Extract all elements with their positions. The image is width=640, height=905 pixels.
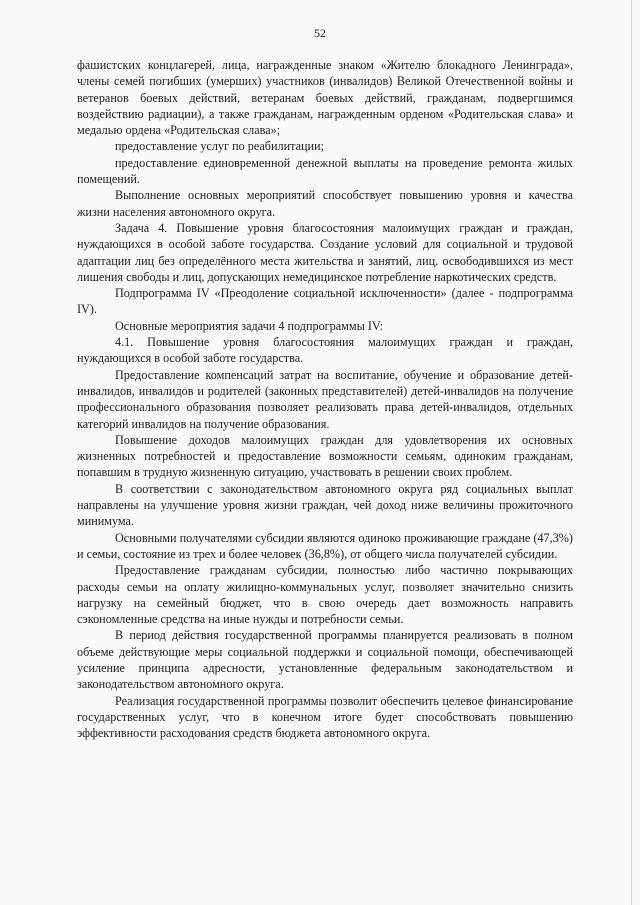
paragraph: В период действия государственной программы планируется реализовать в полном объеме действующие меры социальной поддержки и социальной помощи, обеспечивающей усиление принципа адресности, установленные федеральным законодательством и законодательством автономного округа. (77, 628, 573, 692)
paragraph: Основными получателями субсидии являются одиноко проживающие граждане (47,3%) и семьи, состояние из трех и более человек (36,8%), от общего числа получателей субсидии. (77, 530, 573, 561)
page-number: 52 (314, 26, 326, 40)
paragraph: предоставление единовременной денежной выплаты на проведение ремонта жилых помещений. (77, 155, 573, 187)
paragraph: Реализация государственной программы позволит обеспечить целевое финансирование государственных услуг, что в конечном итоге будет способствовать повышению эффективности расходования средств бюджета автономного округа. (77, 693, 573, 741)
paragraph: Предоставление гражданам субсидии, полностью либо частично покрывающих расходы семьи на оплату жилищно-коммунальных услуг, позволяет значительно снизить нагрузку на семейный бюджет, что в свою очередь дает возможность направить сэкономленные средства на иные нужды и потребности семьи. (77, 563, 573, 627)
paragraph: Предоставление компенсаций затрат на воспитание, обучение и образование детей-инвалидов, инвалидов и родителей (законных представителей) детей-инвалидов на получение профессионального образования позволяет реализовать права детей-инвалидов, отдельных категорий инвалидов на получение образования. (77, 367, 573, 431)
paragraph-continuation: фашистских концлагерей, лица, награжденные знаком «Жителю блокадного Ленинграда», члены семей погибших (умерших) участников (инвалидов) Великой Отечественной войны и ветеранов боевых действий, ветеранам боевых действий, гражданам, подвергшимся воздействию радиации), а также гражданам, награжденным орденом «Родительская слава» и медалью ордена «Родительская слава»; (77, 58, 573, 138)
paragraph: 4.1. Повышение уровня благосостояния малоимущих граждан и граждан, нуждающихся в особой заботе государства. (77, 335, 573, 366)
paragraph: Основные мероприятия задачи 4 подпрограммы IV: (115, 318, 384, 333)
scan-edge-line (631, 0, 632, 905)
paragraph: предоставление услуг по реабилитации; (115, 139, 324, 154)
paragraph: Выполнение основных мероприятий способствует повышению уровня и качества жизни населения автономного округа. (77, 188, 573, 219)
body-text (77, 57, 573, 741)
paragraph: Повышение доходов малоимущих граждан для удовлетворения их основных жизненных потребностей и предоставление возможности семьям, одиноким гражданам, попавшим в трудную жизненную ситуацию, участвовать в решении своих проблем. (77, 432, 573, 480)
paragraph: В соответствии с законодательством автономного округа ряд социальных выплат направлены на улучшение уровня жизни граждан, чей доход ниже величины прожиточного минимума. (77, 481, 573, 529)
paragraph: Подпрограмма IV «Преодоление социальной исключенности» (далее - подпрограмма IV). (77, 286, 573, 317)
paragraph: Задача 4. Повышение уровня благосостояния малоимущих граждан и граждан, нуждающихся в особой заботе государства. Создание условий для социальной и трудовой адаптации лиц без определённого места жительства и занятий, лиц, освободившихся из мест лишения свободы и лиц, допускающих немедицинское потребление наркотических средств. (77, 220, 573, 284)
